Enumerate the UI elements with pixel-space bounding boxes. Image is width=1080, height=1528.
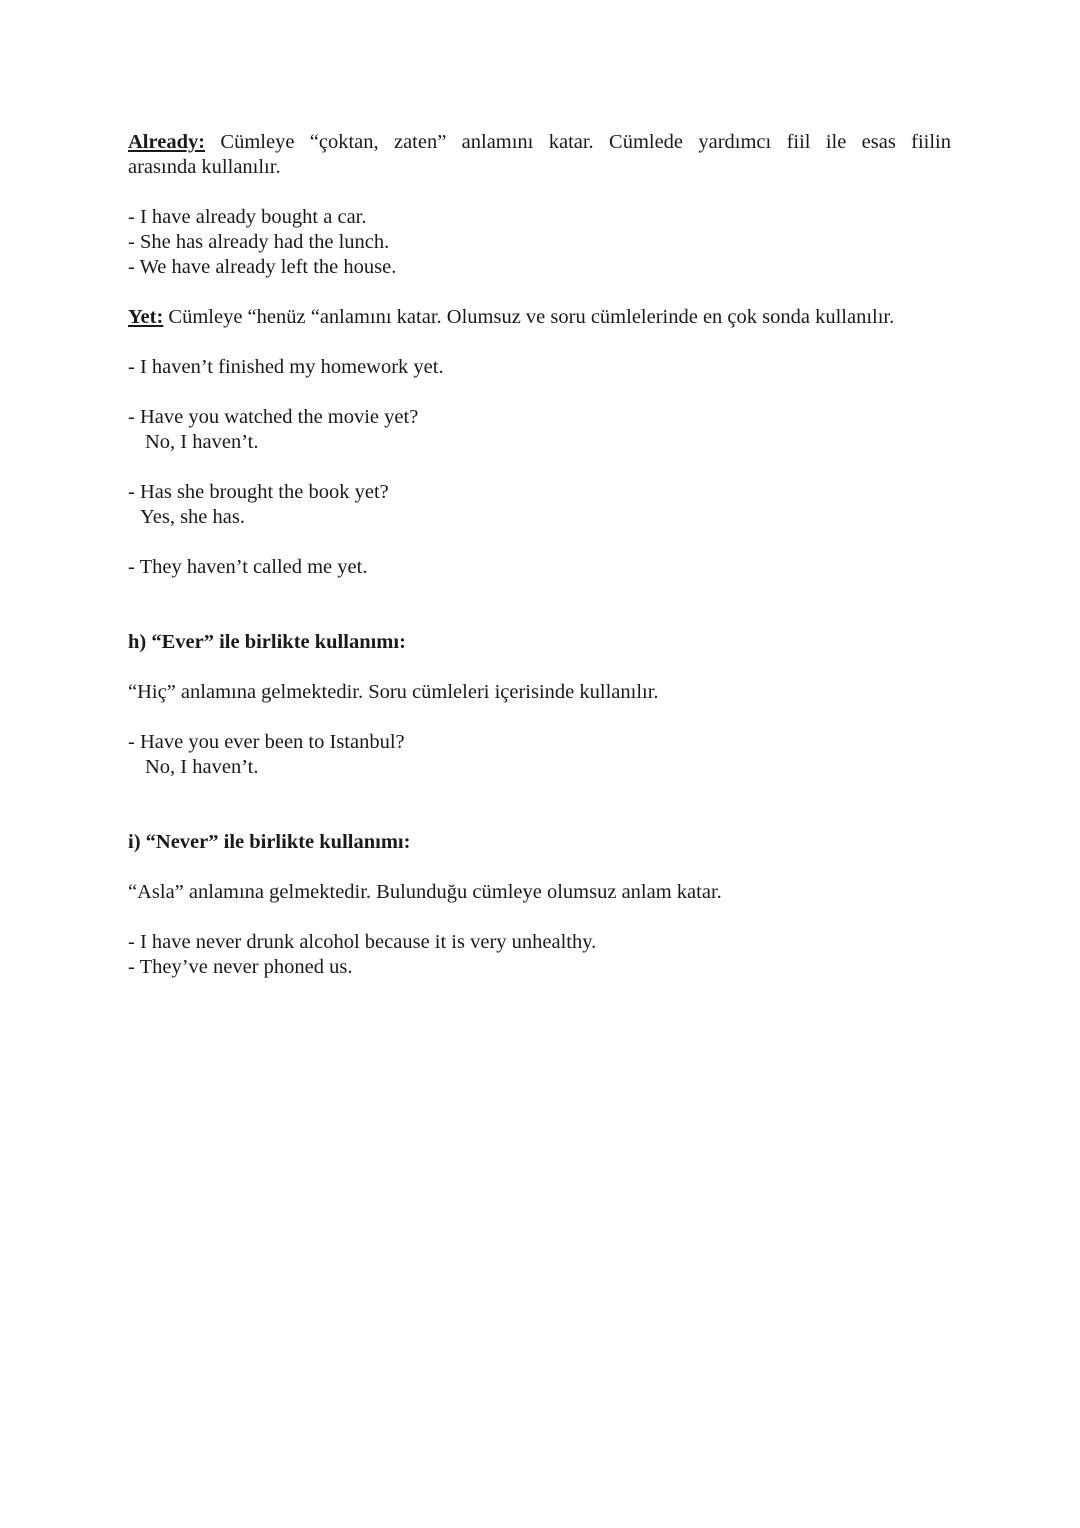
yet-term: Yet: xyxy=(128,306,164,328)
already-example-2: - She has already had the lunch. xyxy=(128,231,390,253)
never-definition: “Asla” anlamına gelmektedir. Bulunduğu cümleye olumsuz anlam katar. xyxy=(128,881,722,903)
yet-example-4: - They haven’t called me yet. xyxy=(128,556,368,578)
already-example-3: - We have already left the house. xyxy=(128,256,397,278)
yet-example-3-question: - Has she brought the book yet? xyxy=(128,481,389,503)
already-definition-line1 xyxy=(128,130,951,155)
yet-example-2-answer: No, I haven’t. xyxy=(145,431,259,453)
yet-example-3-answer: Yes, she has. xyxy=(140,506,245,528)
ever-heading: h) “Ever” ile birlikte kullanımı: xyxy=(128,631,406,653)
already-example-1: - I have already bought a car. xyxy=(128,206,367,228)
yet-example-2-question: - Have you watched the movie yet? xyxy=(128,406,419,428)
ever-definition: “Hiç” anlamına gelmektedir. Soru cümleleri içerisinde kullanılır. xyxy=(128,681,659,703)
yet-definition-text: Cümleye “henüz “anlamını katar. Olumsuz ve soru cümlelerinde en çok sonda kullanılır. xyxy=(168,306,895,328)
ever-example-question: - Have you ever been to Istanbul? xyxy=(128,731,405,753)
already-definition-line2: arasında kullanılır. xyxy=(128,156,281,178)
yet-example-1: - I haven’t finished my homework yet. xyxy=(128,356,444,378)
never-example-2: - They’ve never phoned us. xyxy=(128,956,353,978)
already-definition-text: Cümleye “çoktan, zaten” anlamını katar. Cümlede yardımcı fiil ile esas fiilin xyxy=(220,131,952,153)
yet-definition xyxy=(128,305,894,330)
never-heading: i) “Never” ile birlikte kullanımı: xyxy=(128,831,411,853)
ever-example-answer: No, I haven’t. xyxy=(145,756,259,778)
already-term: Already: xyxy=(128,131,206,153)
never-example-1: - I have never drunk alcohol because it is very unhealthy. xyxy=(128,931,597,953)
